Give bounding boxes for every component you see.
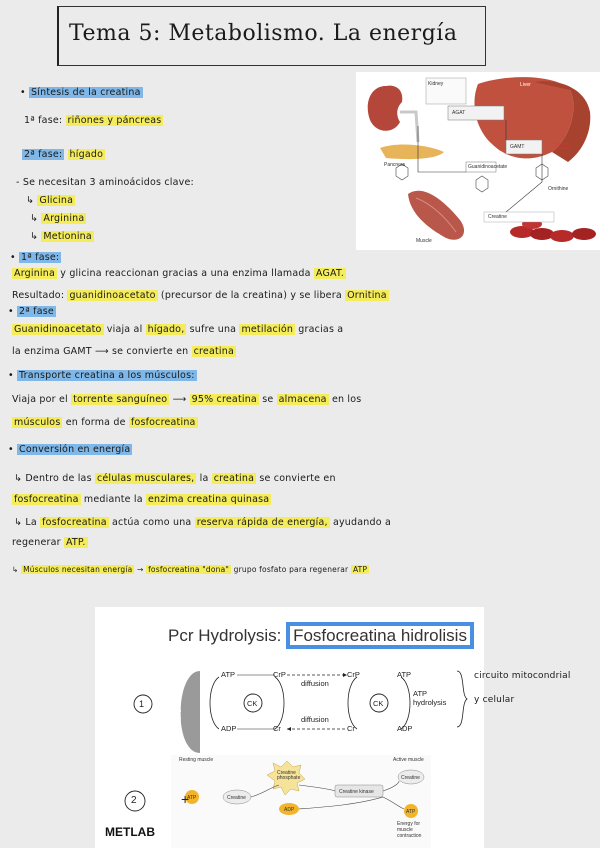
- muscle-label: Muscle: [416, 238, 432, 244]
- diffusion-top: diffusion: [301, 679, 329, 688]
- crp-left: CrP: [273, 670, 286, 679]
- creatine-label: Creatine: [488, 214, 507, 220]
- note-conv1: ↳ Dentro de las células musculares, la creatina se convierte en: [14, 473, 336, 484]
- atp-icon-right: ATP: [406, 809, 416, 815]
- note-conv3: ↳ La fosfocreatina actúa como una reserva rápida de energía, ayudando a: [14, 517, 391, 528]
- ornithine-label: Ornithine: [548, 186, 569, 192]
- organs-illustration: [356, 72, 600, 250]
- note-conv4: regenerar ATP.: [12, 537, 86, 548]
- note-fase2-head: • 2ª fase: [8, 306, 54, 317]
- note-conversion-head: • Conversión en energía: [8, 444, 131, 455]
- atp-right: ATP: [397, 670, 412, 679]
- creatine-synthesis-figure: [356, 72, 600, 250]
- adp-mid-label: ADP: [284, 807, 295, 813]
- pcr-title: Pcr Hydrolysis: Fosfocreatina hidrolisis: [168, 626, 474, 646]
- note-aminos-intro: - Se necesitan 3 aminoácidos clave:: [16, 177, 194, 188]
- active-muscle-label: Active muscle: [393, 757, 424, 763]
- pancreas-shape: [380, 145, 444, 160]
- ck-right: CK: [373, 699, 384, 708]
- gamt-label: GAMT: [510, 144, 525, 150]
- cr-right: Cr: [347, 724, 355, 733]
- note-transporte2: músculos en forma de fosfocreatina: [14, 417, 196, 428]
- note-amino2: ↳ Arginina: [30, 213, 85, 224]
- page-title: Tema 5: Metabolismo. La energía: [69, 21, 458, 46]
- energy-label: Energy for muscle contraction: [397, 821, 422, 839]
- number-1: 1: [139, 699, 145, 709]
- metlab-logo: METLAB: [105, 825, 155, 839]
- note-circuito: circuito mitocondrial: [474, 671, 571, 681]
- crp-right: CrP: [347, 670, 360, 679]
- note-resultado: Resultado: guanidinoacetato (precursor de la creatina) y se libera Ornitina: [12, 290, 387, 301]
- note-sintesis: • Síntesis de la creatina: [20, 87, 141, 98]
- kidney-label: Kidney: [428, 81, 444, 87]
- title-box: [57, 6, 486, 66]
- mitochondrion-label: mitochondrion: [177, 699, 183, 737]
- resting-muscle-label: Resting muscle: [179, 757, 214, 763]
- number-2: 2: [131, 795, 137, 806]
- note-transporte-head: • Transporte creatina a los músculos:: [8, 370, 195, 381]
- pcr-title-highlight: Fosfocreatina hidrolisis: [286, 622, 474, 649]
- note-fase2-line1: Guanidinoacetato viaja al hígado, sufre una metilación gracias a: [14, 324, 344, 335]
- pancreas-label: Pancreas: [384, 162, 406, 168]
- diffusion-bottom: diffusion: [301, 715, 329, 724]
- note-fase2: 2ª fase: hígado: [24, 149, 104, 160]
- note-fase1: 1ª fase: riñones y páncreas: [24, 115, 162, 126]
- note-transporte1: Viaja por el torrente sanguíneo ⟶ 95% creatina se almacena en los: [12, 394, 362, 405]
- atp-icon-left: ATP: [187, 795, 197, 801]
- creatine-kinase-label: Creatine kinase: [339, 789, 374, 795]
- note-conv5: ↳ Músculos necesitan energía → fosfocreatina "dona" grupo fosfato para regenerar ATP: [12, 565, 368, 574]
- gaa-label: Guanidinoacetate: [468, 164, 508, 170]
- creatine-left-label: Creatine: [227, 795, 246, 801]
- note-fase2-line2: la enzima GAMT ⟶ se convierte en creatina: [12, 346, 234, 357]
- ck-left: CK: [247, 699, 258, 708]
- note-amino3: ↳ Metionina: [30, 231, 92, 242]
- adp-left: ADP: [221, 724, 237, 733]
- atp-left: ATP: [221, 670, 236, 679]
- cr-left: Cr: [273, 724, 281, 733]
- note-amino1: ↳ Glicina: [26, 195, 74, 206]
- agat-label: AGAT: [452, 110, 466, 116]
- kidney-shape: [368, 86, 403, 131]
- note-conv2: fosfocreatina mediante la enzima creatina quinasa: [14, 494, 270, 505]
- mitochondrion-shape: [180, 671, 200, 753]
- note-fase1-head: • 1ª fase:: [10, 252, 60, 263]
- note-celular: y celular: [474, 695, 515, 705]
- plus-sign: +: [181, 791, 190, 807]
- note-fase1-line1: Arginina y glicina reaccionan gracias a una enzima llamada AGAT.: [14, 268, 345, 279]
- creatine-right-label: Creatine: [401, 775, 420, 781]
- creatine-phosphate-label: Creatine phosphate: [277, 770, 301, 781]
- pcr-hydrolysis-figure: [95, 607, 484, 848]
- liver-label: Liver: [520, 82, 531, 88]
- atp-hydrolysis-label: ATP hydrolysis: [413, 689, 447, 707]
- adp-right: ADP: [397, 724, 413, 733]
